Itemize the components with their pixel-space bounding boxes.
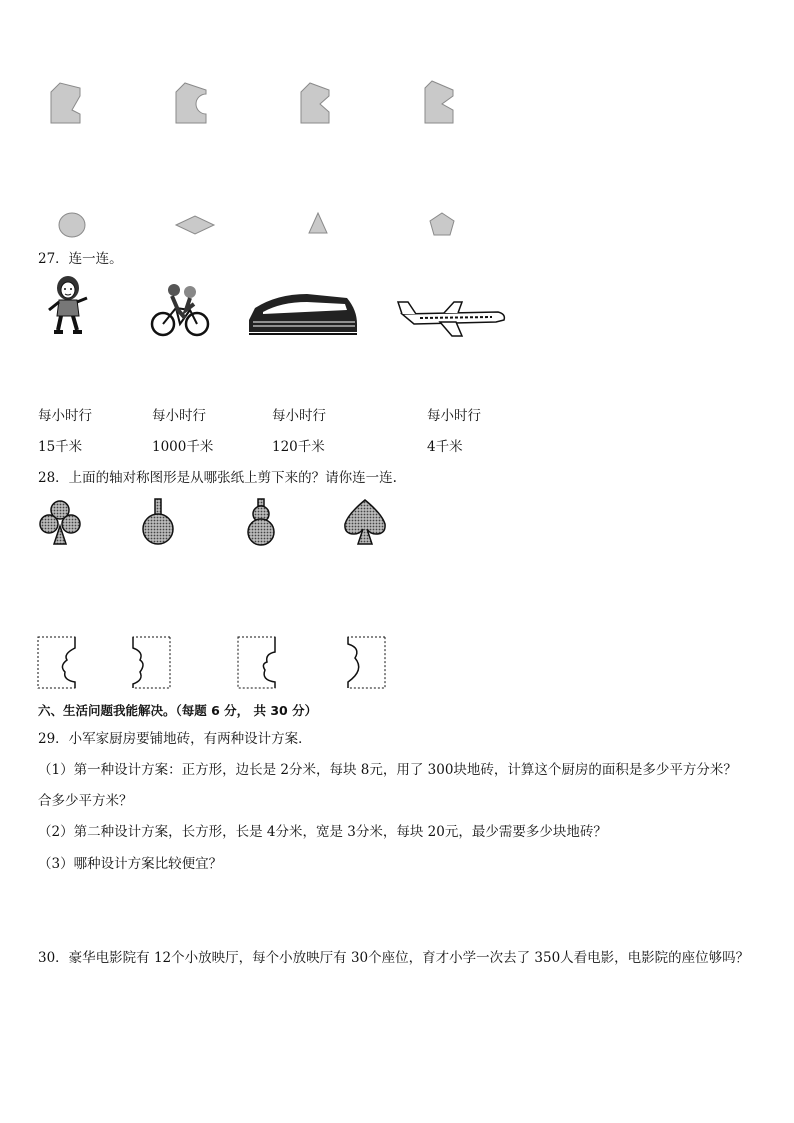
rhombus-shape	[175, 215, 215, 235]
spade-icon	[342, 498, 388, 546]
speed-label-3-line2: 120千米	[272, 439, 325, 455]
pentagon-shape	[429, 212, 455, 236]
paper-option-1	[37, 636, 77, 690]
paper-option-3	[237, 636, 277, 690]
triangle-shape	[308, 212, 328, 234]
speed-label-1-line2: 15千米	[38, 439, 83, 455]
q29-part-1-continued: 合多少平方米？	[38, 793, 133, 809]
paper-option-4	[347, 636, 387, 690]
train-icon	[247, 290, 359, 336]
q29-title: 29．小军家厨房要铺地砖，有两种设计方案．	[38, 731, 312, 747]
speed-label-2-line1: 每小时行	[152, 408, 206, 424]
section-6-heading: 六、生活问题我能解决。（每题 6 分， 共 30 分）	[38, 703, 318, 718]
speed-label-4-line2: 4千米	[427, 439, 463, 455]
walking-child-icon	[44, 274, 92, 336]
paper-option-2	[132, 636, 172, 690]
stem-ball-icon	[141, 498, 175, 546]
speed-label-3-line1: 每小时行	[272, 408, 326, 424]
gourd-icon	[245, 498, 277, 546]
q29-part-2: （2）第二种设计方案，长方形，长是 4分米，宽是 3分米，每块 20元，最少需要多少块地砖？	[38, 824, 607, 840]
folded-paper-shape-3	[300, 82, 331, 124]
q27-title: 27．连一连。	[38, 251, 123, 267]
folded-paper-shape-4	[424, 80, 455, 124]
q29-part-3: （3）哪种设计方案比较便宜？	[38, 856, 223, 872]
q29-part-1: （1）第一种设计方案：正方形，边长是 2分米，每块 8元，用了 300块地砖，计算这个厨房的面积是多少平方分米？	[38, 762, 737, 778]
circle-shape	[58, 212, 86, 238]
club-icon	[38, 500, 82, 546]
speed-label-1-line1: 每小时行	[38, 408, 92, 424]
q30-title: 30．豪华电影院有 12个小放映厅，每个小放映厅有 30个座位，育才小学一次去了 350人看电影，电影院的座位够吗？	[38, 950, 750, 966]
folded-paper-shape-1	[50, 82, 82, 124]
airplane-icon	[396, 298, 508, 338]
speed-label-4-line1: 每小时行	[427, 408, 481, 424]
cyclist-icon	[150, 282, 210, 338]
speed-label-2-line2: 1000千米	[152, 439, 214, 455]
q28-title: 28．上面的轴对称图形是从哪张纸上剪下来的？请你连一连.	[38, 470, 397, 486]
folded-paper-shape-2	[175, 82, 208, 124]
